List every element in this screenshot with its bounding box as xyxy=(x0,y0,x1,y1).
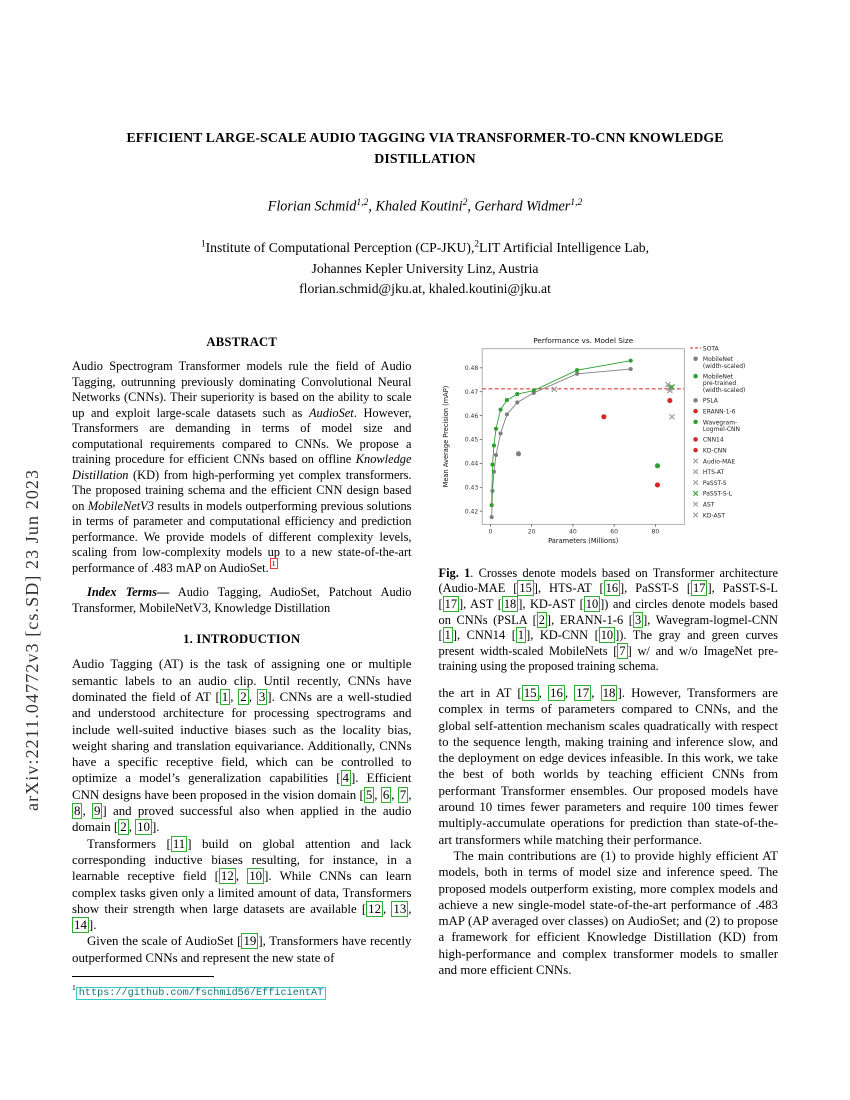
footnote-url-link[interactable]: https://github.com/fschmid56/EfficientAT xyxy=(76,987,327,1000)
svg-text:0.47: 0.47 xyxy=(464,388,478,396)
citation-link[interactable]: 1 xyxy=(221,689,229,704)
citation-link[interactable]: 4 xyxy=(342,771,349,786)
svg-text:PaSST-S-L: PaSST-S-L xyxy=(702,490,732,498)
citation-link[interactable]: 19 xyxy=(243,934,257,949)
svg-text:ERANN-1-6: ERANN-1-6 xyxy=(702,408,736,416)
citation-link[interactable]: 15 xyxy=(523,685,537,700)
svg-text:KD-CNN: KD-CNN xyxy=(702,447,727,455)
affiliation-block xyxy=(72,238,778,300)
affiliation-line: Johannes Kepler University Linz, Austria xyxy=(311,260,539,276)
citation-link[interactable]: 5 xyxy=(365,787,373,802)
svg-text:20: 20 xyxy=(527,528,536,536)
svg-text:(width-scaled): (width-scaled) xyxy=(702,362,745,370)
email-line: florian.schmid@jku.at, khaled.koutini@jku.at xyxy=(299,281,551,297)
svg-text:0.44: 0.44 xyxy=(464,460,478,468)
svg-text:0.46: 0.46 xyxy=(464,412,478,420)
citation-link[interactable]: 9 xyxy=(93,804,101,819)
svg-text:KD-AST: KD-AST xyxy=(702,512,725,520)
citation-link[interactable]: 12 xyxy=(368,901,382,916)
index-terms xyxy=(72,585,412,616)
citation-link[interactable]: 7 xyxy=(619,643,626,658)
citation-link[interactable]: 10 xyxy=(249,869,263,884)
svg-text:0: 0 xyxy=(487,528,492,536)
author-line: Florian Schmid$^{1,2}$, Khaled Koutini$^2$, Gerhard Widmer$^{1,2}$ xyxy=(267,197,583,216)
citation-link[interactable]: 6 xyxy=(382,787,390,802)
abstract-body xyxy=(72,359,412,576)
footnote-number: 1 xyxy=(72,982,76,992)
svg-text:HTS-AT: HTS-AT xyxy=(702,468,724,476)
svg-text:80: 80 xyxy=(651,528,659,536)
paragraph: Transformers [ 11 ] build on global attention and lack corresponding inductive biases resulting, for instance, in a learnable receptive field [ 12 , 10 ]. While CNNs can learn complex tasks given only a limited amount of data, Transformers show their strength when large datasets are available [ 12 , 13 , 14 ]. xyxy=(72,836,412,933)
citation-link[interactable]: 7 xyxy=(399,787,407,802)
citation-link[interactable]: 1 xyxy=(517,628,525,643)
footnote-marker[interactable]: 1 xyxy=(271,559,276,569)
svg-text:(width-scaled): (width-scaled) xyxy=(702,386,745,394)
paragraph: The main contributions are (1) to provide highly efficient AT models, both in terms of model size and inference speed. The proposed models outperform existing, more complex models and achieve a new single-model state-of-the-art performance of .483 mAP (AP averaged over classes) on AudioSet; and (2) to propose a framework for efficient Knowledge Distillation (KD) from high-performance and complex transformer models to smaller and more efficient CNNs. xyxy=(438,848,778,978)
paragraph: the art in AT [ 15 , 16 , 17 , 18 ]. However, Transformers are complex in terms of parameters compared to CNNs, and the global self-attention mechanism scales quadratically with respect to the sequence length, making training and inference slow, and the deployment on edge devices infeasible. In this work, we take the best of both worlds by teaching efficient CNNs from performant Transformer ensembles. Our proposed models have around 10 times fewer parameters and require 100 times fewer multiply-accumulate operations for prediction than state-of-the-art transformers while matching their performance. xyxy=(438,685,778,847)
citation-link[interactable]: 14 xyxy=(74,918,87,933)
citation-link[interactable]: 18 xyxy=(503,597,517,612)
citation-link[interactable]: 2 xyxy=(240,689,247,704)
citation-link[interactable]: 11 xyxy=(172,836,186,851)
citation-link[interactable]: 3 xyxy=(258,689,266,704)
citation-link[interactable]: 3 xyxy=(634,612,642,627)
svg-text:60: 60 xyxy=(609,528,618,536)
citation-link[interactable]: 17 xyxy=(693,581,706,596)
citation-link[interactable]: 15 xyxy=(519,581,532,596)
right-column-body xyxy=(439,685,779,978)
citation-link[interactable]: 8 xyxy=(74,804,81,819)
citation-link[interactable]: 18 xyxy=(602,685,616,700)
svg-text:Logmel-CNN: Logmel-CNN xyxy=(702,425,740,433)
citation-link[interactable]: 10 xyxy=(585,597,599,612)
figure-1-chart xyxy=(439,334,779,558)
citation-link[interactable]: 17 xyxy=(444,597,458,612)
citation-link[interactable]: 13 xyxy=(393,901,407,916)
svg-text:AST: AST xyxy=(702,501,714,509)
left-column xyxy=(72,334,412,1001)
figure-1 xyxy=(439,334,779,675)
citation-link[interactable]: 12 xyxy=(220,869,234,884)
svg-text:PSLA: PSLA xyxy=(702,397,718,405)
svg-text:0.45: 0.45 xyxy=(464,436,478,444)
footnote-rule xyxy=(72,976,214,977)
svg-text:Audio-MAE: Audio-MAE xyxy=(702,458,735,466)
paragraph: Index Terms— Audio Tagging, AudioSet, Patchout Audio Transformer, MobileNetV3, Knowledge Distillation xyxy=(72,585,412,615)
right-column xyxy=(439,334,779,1001)
introduction-heading: 1. INTRODUCTION xyxy=(183,632,301,647)
footnote xyxy=(72,976,412,1001)
citation-link[interactable]: 17 xyxy=(576,685,590,700)
paper-title: EFFICIENT LARGE-SCALE AUDIO TAGGING VIA TRANSFORMER-TO-CNN KNOWLEDGE DISTILLATION xyxy=(126,130,724,166)
svg-text:Wavegram-: Wavegram- xyxy=(702,419,737,427)
citation-link[interactable]: 16 xyxy=(605,581,619,596)
arxiv-watermark: arXiv:2211.04772v3 [cs.SD] 23 Jun 2023 xyxy=(22,468,42,812)
affiliation-line: $^1$Institute of Computational Perception (CP-JKU),$^2$LIT Artificial Intelligence Lab, xyxy=(200,239,650,256)
citation-link[interactable]: 10 xyxy=(137,820,150,835)
paragraph: Audio Tagging (AT) is the task of assigning one or multiple semantic labels to an audio clip. Until recently, CNNs have dominated the field of AT [ 1 , 2 , 3 ]. CNNs are a well-studied and understood architecture for processing spectrograms and include well-suited inductive biases such as the locality bias, weight sharing and translation equivariance. Additionally, CNNs have a specific receptive field, which can be controlled to optimize a model’s generalization capabilities [ 4 ]. Efficient CNN designs have been proposed in the vision domain [ 5 , 6 , 7 , 8 , 9 ] and proved successful also when applied in the audio domain [ 2 , 10 ]. xyxy=(72,657,412,835)
citation-link[interactable]: 16 xyxy=(550,685,563,700)
svg-text:SOTA: SOTA xyxy=(702,345,719,353)
svg-text:PaSST-S: PaSST-S xyxy=(702,479,727,487)
citation-link[interactable]: 10 xyxy=(600,628,614,643)
citation-link[interactable]: 1 xyxy=(444,628,451,643)
svg-text:Mean Average Precision (mAP): Mean Average Precision (mAP) xyxy=(441,385,450,488)
svg-text:MobileNet: MobileNet xyxy=(702,355,733,363)
svg-text:40: 40 xyxy=(568,528,577,536)
svg-text:Parameters (Millions): Parameters (Millions) xyxy=(547,536,618,545)
abstract-heading: ABSTRACT xyxy=(206,334,278,349)
svg-text:0.48: 0.48 xyxy=(464,364,478,372)
svg-text:CNN14: CNN14 xyxy=(702,436,724,444)
introduction-body xyxy=(72,656,412,966)
paragraph: Audio Spectrogram Transformer models rule the field of Audio Tagging, outrunning previously dominating Convolutional Neural Networks (CNNs). Their superiority is based on the ability to scale up and exploit large-scale datasets such as AudioSet. However, Transformers are demanding in terms of model size and computational requirements compared to CNNs. We propose a training procedure for efficient CNNs based on offline Knowledge Distillation (KD) from high-performing yet complex transformers. The proposed training schema and the efficient CNN design based on MobileNetV3 results in models outperforming previous solutions in terms of parameter and computational efficiency and prediction performance. We provide models of different complexity levels, scaling from low-complexity models up to a new state-of-the-art performance of .483 mAP on AudioSet. $^1$ xyxy=(72,359,412,575)
paragraph: Given the scale of AudioSet [ 19 ], Transformers have recently outperformed CNNs and represent the new state of xyxy=(72,934,412,965)
svg-text:pre-trained: pre-trained xyxy=(702,379,736,387)
svg-text:0.43: 0.43 xyxy=(464,484,478,492)
svg-text:MobileNet: MobileNet xyxy=(702,373,733,381)
svg-text:Performance vs. Model Size: Performance vs. Model Size xyxy=(532,335,633,345)
citation-link[interactable]: 2 xyxy=(120,820,127,835)
svg-text:0.42: 0.42 xyxy=(464,508,478,516)
figure-1-caption: Fig. 1. Crosses denote models based on Transformer architecture (Audio-MAE [ 15 ], HTS-AT [ 16 ], PaSST-S [ 17 ], PaSST-S-L [ 17 ], AST [ 18 ], KD-AST [ 10 ]) and circles denote models based on CNNs (PSLA [ 2 ], ERANN-1-6 [ 3 ], Wavegram-logmel-CNN [ 1 ], CNN14 [ 1 ], KD-CNN [ 10 ]). The gray and green curves present width-scaled MobileNets [ 7 ] w/ and w/o ImageNet pre-training using the proposed training schema. xyxy=(438,565,779,674)
performance-vs-model-size-plot xyxy=(439,334,779,554)
citation-link[interactable]: 2 xyxy=(538,612,545,627)
